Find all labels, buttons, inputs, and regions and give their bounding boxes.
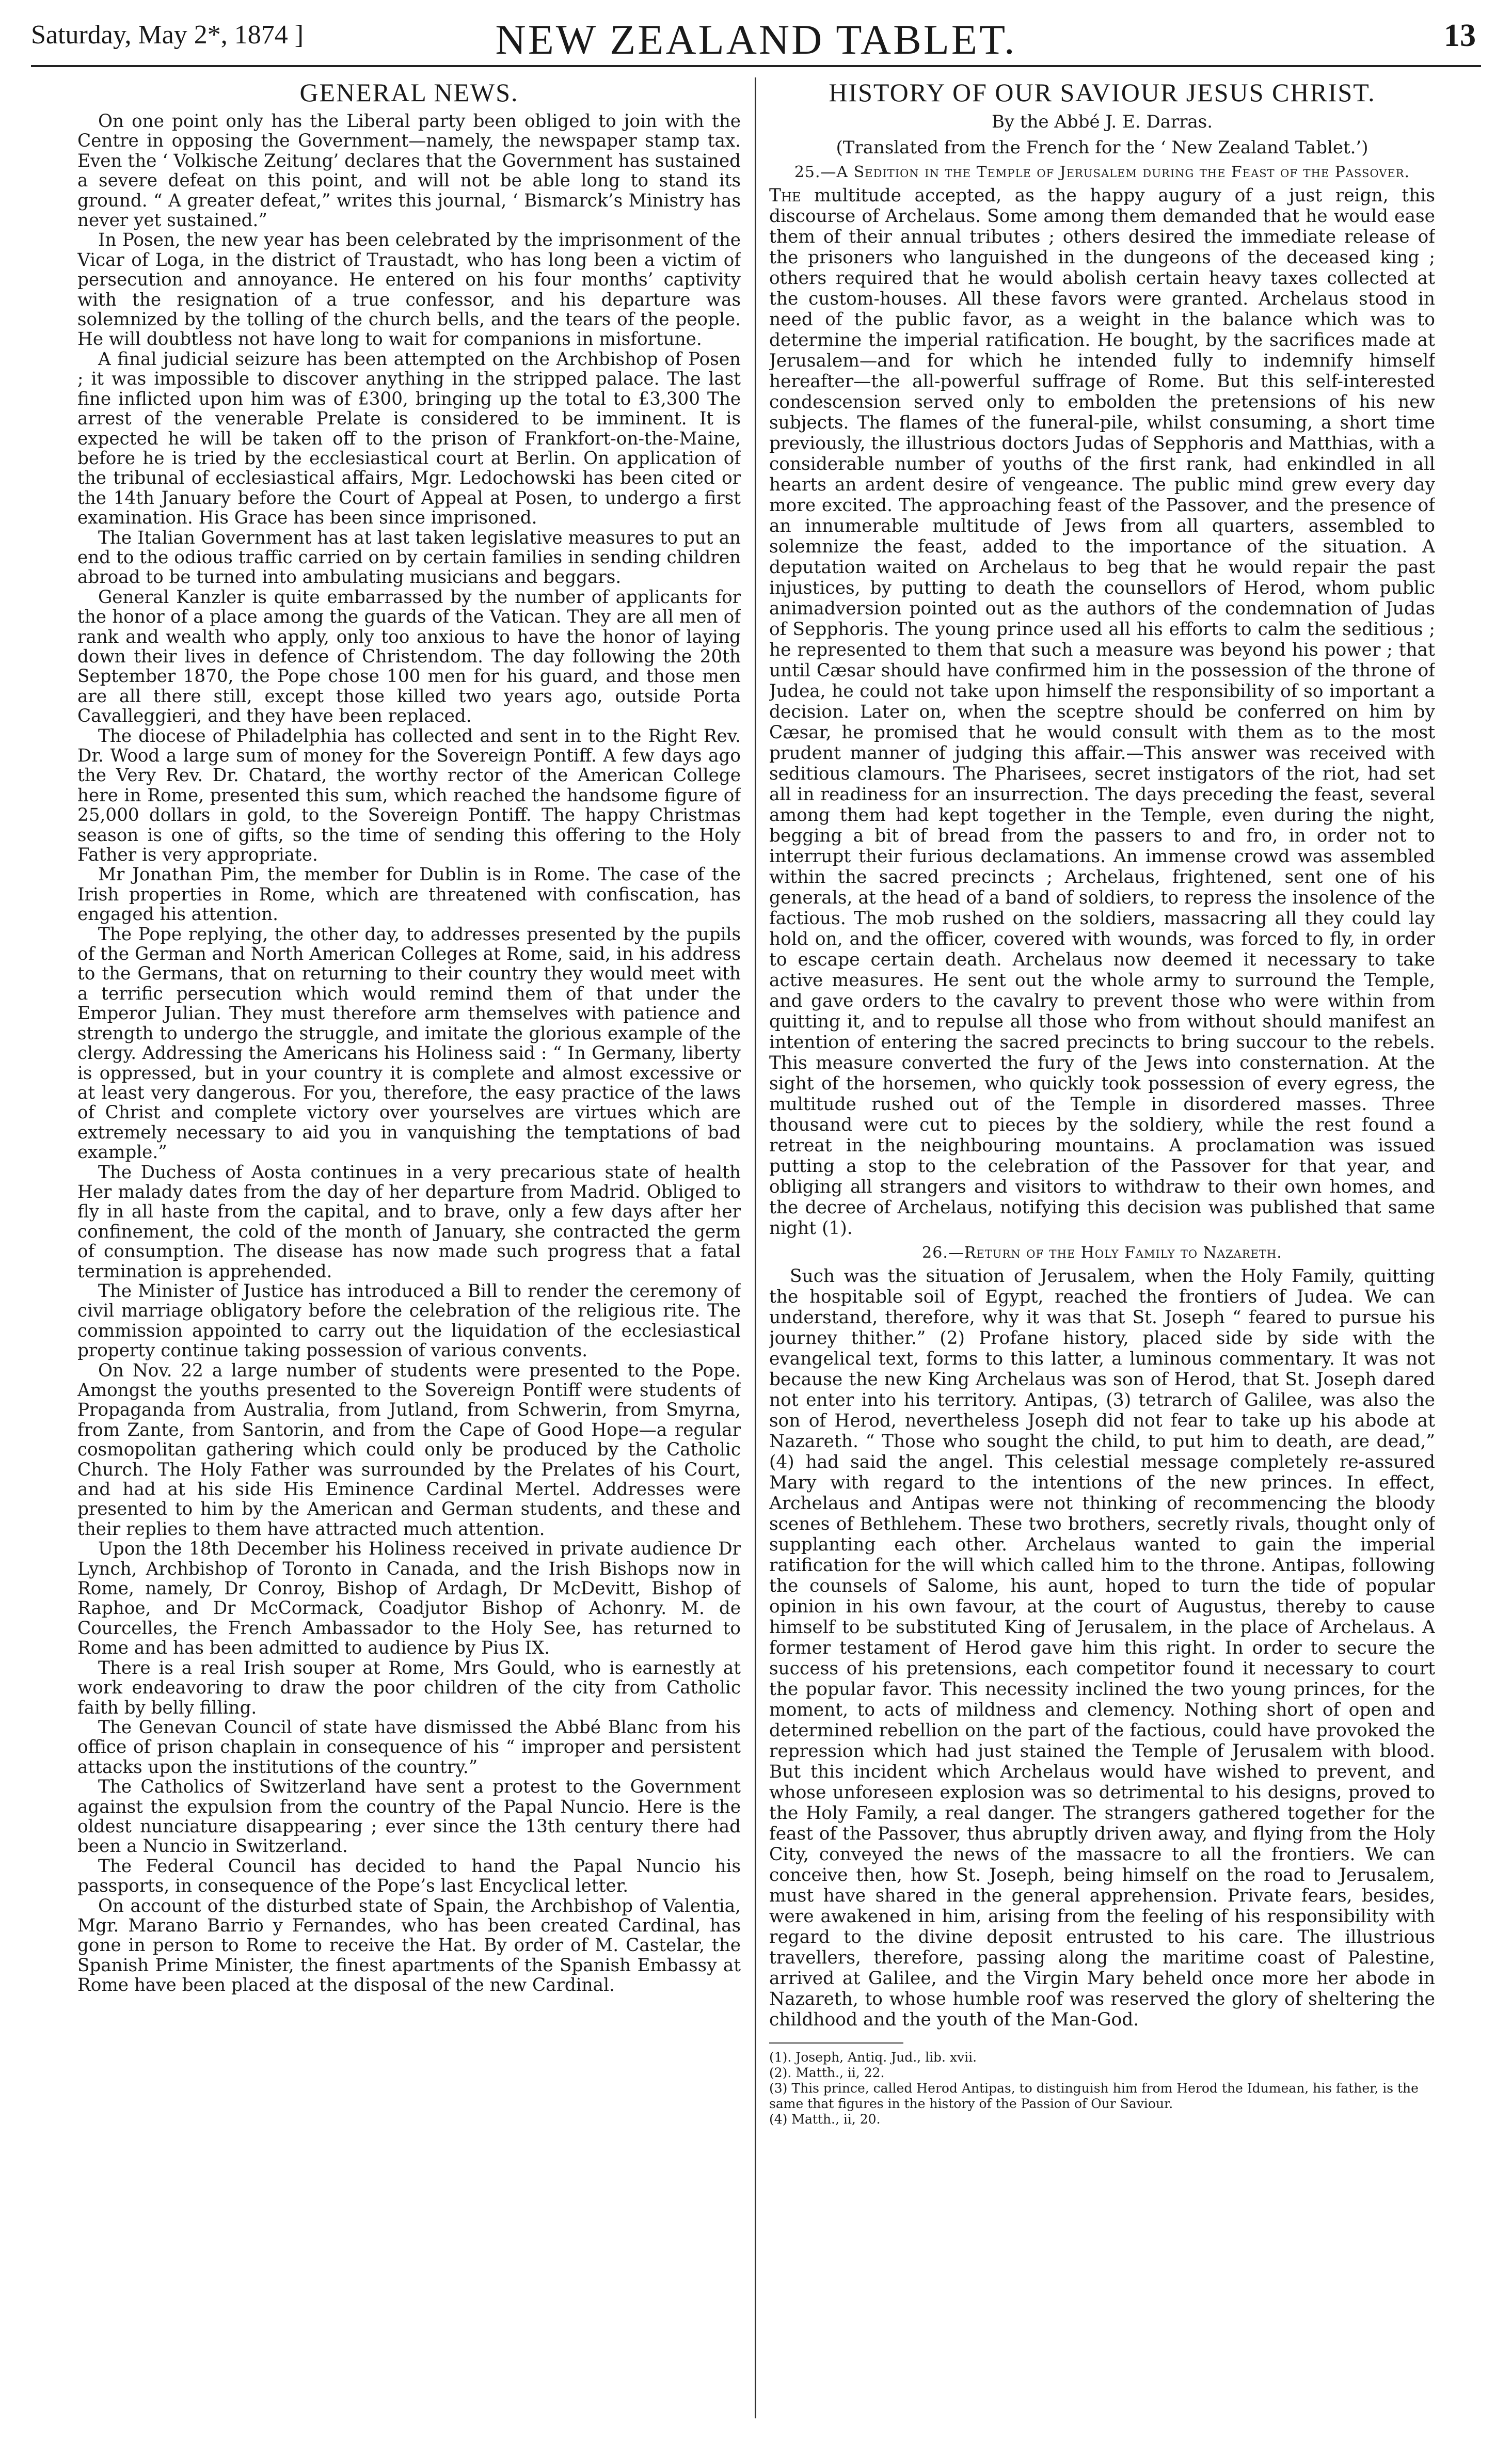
news-paragraph: On account of the disturbed state of Spain, the Archbishop of Valentia, Mgr. Marano Barrio y Fernandes, who has been created Cardinal, has gone in person to Rome to receive the Hat. By order of M. Castelar, the Spanish Prime Minister, the finest apartments of the Spanish Embassy at Rome have been placed at the disposal of the new Cardinal. — [77, 1895, 741, 1996]
page-number: 13 — [1444, 18, 1476, 53]
news-paragraph: In Posen, the new year has been celebrated by the imprisonment of the Vicar of Loga, in the district of Traustadt, who has long been a victim of persecution and annoyance. He entered on his four months’ captivity with the resignation of a true confessor, and his departure was solemnized by the tolling of the church bells, and the tears of the people. He will doubtless not have long to wait for companions in misfortune. — [77, 230, 741, 350]
left-column — [77, 77, 741, 2424]
news-paragraph: The Federal Council has decided to hand the Papal Nuncio his passports, in consequence of the Pope’s last Encyclical letter. — [77, 1856, 741, 1897]
footnote: (4) Matth., ii, 20. — [769, 2112, 881, 2127]
news-paragraph: The Pope replying, the other day, to addresses presented by the pupils of the German and North American Colleges at Rome, said, in his address to the Germans, that on returning to their country they would meet with a terrific persecution which would remind them of that under the Emperor Julian. They must therefore arm themselves with patience and strength to undergo the struggle, and imitate the glorious example of the clergy. Addressing the Americans his Holiness said : “ In Germany, liberty is oppressed, but in your country it is complete and almost excessive or at least very dangerous. For you, therefore, the easy practice of the laws of Christ and complete victory over yourselves are virtues which are extremely necessary to aid you in vanquishing the temptations of bad example.” — [77, 924, 741, 1163]
news-paragraph: The Catholics of Switzerland have sent a protest to the Government against the expulsion from the country of the Papal Nuncio. Here is the oldest nunciature disappearing ; ever since the 13th century there had been a Nuncio in Switzerland. — [77, 1777, 741, 1857]
news-paragraph: Upon the 18th December his Holiness received in private audience Dr Lynch, Archbishop of Toronto in Canada, and the Irish Bishops now in Rome, namely, Dr Conroy, Bishop of Ardagh, Dr McDevitt, Bishop of Raphoe, and Dr McCormack, Coadjutor Bishop of Achonry. M. de Courcelles, the French Ambassador to the Holy See, has returned to Rome and has been admitted to audience by Pius IX. — [77, 1539, 741, 1659]
general-news-body — [77, 112, 741, 1995]
footnote: (1). Joseph, Antiq. Jud., lib. xvii. — [769, 2050, 977, 2065]
footnote: (3) This prince, called Herod Antipas, to distinguish him from Herod the Idumean, his father, is the same that figures in the history of the Passion of Our Saviour. — [769, 2081, 1419, 2111]
footnote-rule — [769, 2042, 903, 2044]
section-25-paragraph — [769, 185, 1435, 1239]
translation-note: (Translated from the French for the ‘ New Zealand Tablet.’) — [836, 137, 1368, 158]
footnote: (2). Matth., ii, 22. — [769, 2065, 885, 2080]
newspaper-title: NEW ZEALAND TABLET. — [495, 16, 1017, 63]
news-paragraph: The Duchess of Aosta continues in a very precarious state of health Her malady dates from the day of her departure from Madrid. Obliged to fly in all haste from the capital, and to brave, only a few days after her confinement, the cold of the month of January, she contracted the germ of consumption. The disease has now made such progress that a fatal termination is apprehended. — [77, 1162, 741, 1282]
masthead — [31, 10, 1481, 67]
drop-word: The — [769, 185, 801, 206]
section-25-title: 25.—A Sedition in the Temple of Jerusalem during the Feast of the Passover. — [794, 163, 1410, 181]
history-heading: HISTORY OF OUR SAVIOUR JESUS CHRIST. — [829, 78, 1376, 107]
news-paragraph: The Italian Government has at last taken legislative measures to put an end to the odious traffic carried on by certain families in sending children abroad to be turned into ambulating musicians and beggars. — [77, 527, 741, 588]
history-body — [769, 185, 1435, 2030]
news-paragraph: On Nov. 22 a large number of students were presented to the Pope. Amongst the youths presented to the Sovereign Pontiff were students of Propaganda from Australia, from Jutland, from Schwerin, from Smyrna, from Zante, from Santorin, and from the Cape of Good Hope—a regular cosmopolitan gathering which could only be produced by the Catholic Church. The Holy Father was surrounded by the Prelates of his Court, and had at his side His Eminence Cardinal Mertel. Addresses were presented to him by the American and German students, and these and their replies to them have attracted much attention. — [77, 1360, 741, 1540]
footnotes — [769, 2050, 1435, 2127]
author-byline: By the Abbé J. E. Darras. — [991, 112, 1213, 132]
column-divider — [755, 77, 756, 2418]
section-25-text: multitude accepted, as the happy augury of a just reign, this discourse of Archelaus. Some among them demanded that he would ease them of their annual tributes ; others desired the immediate release of the prisoners who languished in the dungeons of the deceased king ; others required that he would abolish certain heavy taxes collected at the custom-houses. All these favors were granted. Archelaus stood in need of the public favor, as a weight in the balance which was to determine the imperial ratification. He bought, by the sacrifices made at Jerusalem—and for which he intended fully to indemnify himself hereafter—the all-powerful suffrage of Rome. But this self-interested condescension served only to embolden the pretensions of his new subjects. The flames of the funeral-pile, whilst consuming, a short time previously, the illustrious doctors Judas of Sepphoris and Matthias, with a considerable number of youths of the first rank, had enkindled in all hearts an ardent desire of vengeance. The public mind grew every day more excited. The approaching feast of the Passover, and the presence of an innumerable multitude of Jews from all quarters, assembled to solemnize the feast, added to the importance of the situation. A deputation waited on Archelaus to beg that he would repair the past injustices, by putting to death the counsellors of Herod, whom public animadversion pointed out as the authors of the condemnation of Judas of Sepphoris. The young prince used all his efforts to calm the seditious ; he represented to them that such a measure was beyond his power ; that until Cæsar should have confirmed him in the possession of the throne of Judea, he could not take upon himself the responsibility of so important a decision. Later on, when the sceptre should be conferred on him by Cæsar, he promised that he would consult with them as to the most prudent manner of judging this affair.—This answer was received with seditious clamours. The Pharisees, secret instigators of the riot, had set all in readiness for an insurrection. The days preceding the feast, several among them had kept together in the Temple, even during the night, begging a bit of bread from the passers to and fro, in order not to interrupt their furious declamations. An immense crowd was assembled within the sacred precincts ; Archelaus, frightened, sent one of his generals, at the head of a band of soldiers, to repress the insolence of the factious. The mob rushed on the soldiers, massacring all they could lay hold on, and the officer, covered with wounds, was forced to fly, in order to escape certain death. Archelaus now deemed it necessary to take active measures. He sent out the whole army to surround the Temple, and gave orders to the cavalry to prevent those who were within from quitting it, and to repulse all those who from without should manifest an intention of entering the sacred precincts to bring succour to the rebels. This measure converted the fury of the Jews into consternation. At the sight of the horsemen, who quickly took possession of every egress, the multitude rushed out of the Temple in disordered masses. Three thousand were cut to pieces by the soldiery, while the rest found a retreat in the neighbouring mountains. A proclamation was issued putting a stop to the celebration of the Passover for that year, and obliging all strangers and visitors to withdraw to their own homes, and the decree of Archelaus, notifying this decision was published that same night (1). — [769, 185, 1435, 1239]
news-paragraph: The Minister of Justice has introduced a Bill to render the ceremony of civil marriage obligatory before the celebration of the religious rite. The commission appointed to carry out the liquidation of the ecclesiastical property continue taking possession of various convents. — [77, 1280, 741, 1361]
news-paragraph: On one point only has the Liberal party been obliged to join with the Centre in opposing the Government—namely, the newspaper stamp tax. Even the ‘ Volkische Zeitung’ declares that the Government has sustained a severe defeat on this point, and will not be able long to stand its ground. “ A greater defeat,” writes this journal, ‘ Bismarck’s Ministry has never yet sustained.” — [77, 111, 741, 231]
news-paragraph: The Genevan Council of state have dismissed the Abbé Blanc from his office of prison chaplain in consequence of his “ improper and persistent attacks upon the institutions of the country.” — [77, 1717, 741, 1778]
news-paragraph: The diocese of Philadelphia has collected and sent in to the Right Rev. Dr. Wood a large sum of money for the Sovereign Pontiff. A few days ago the Very Rev. Dr. Chatard, the worthy rector of the American College here in Rome, presented this sum, which reached the handsome figure of 25,000 dollars in gold, to the Sovereign Pontiff. The happy Christmas season is one of gifts, so the time of sending this offering to the Holy Father is very appropriate. — [77, 725, 741, 866]
news-paragraph: A final judicial seizure has been attempted on the Archbishop of Posen ; it was impossible to discover anything in the stripped palace. The last fine inflicted upon him was of £300, bringing up the total to £3,300 The arrest of the venerable Prelate is considered to be imminent. It is expected he will be taken off to the prison of Frankfort-on-the-Maine, before he is tried by the ecclesiastical court at Berlin. On application of the tribunal of ecclesiastical affairs, Mgr. Ledochowski has been cited or the 14th January before the Court of Appeal at Posen, to undergo a first examination. His Grace has been since imprisoned. — [77, 349, 741, 529]
section-26-title: 26.—Return of the Holy Family to Nazareth. — [922, 1244, 1282, 1262]
news-paragraph: Mr Jonathan Pim, the member for Dublin is in Rome. The case of the Irish properties in Rome, which are threatened with confiscation, has engaged his attention. — [77, 864, 741, 925]
news-paragraph: There is a real Irish souper at Rome, Mrs Gould, who is earnestly at work endeavoring to draw the poor children of the city from Catholic faith by belly filling. — [77, 1657, 741, 1718]
news-paragraph: General Kanzler is quite embarrassed by the number of applicants for the honor of a place among the guards of the Vatican. They are all men of rank and wealth who apply, only too anxious to have the honor of laying down their lives in defence of Christendom. The day following the 20th September 1870, the Pope chose 100 men for his guard, and those men are all there still, except those killed two years ago, outside Porta Cavalleggieri, and they have been replaced. — [77, 587, 741, 727]
issue-date: Saturday, May 2*, 1874 ] — [31, 20, 304, 50]
right-column — [769, 77, 1435, 2424]
general-news-heading: GENERAL NEWS. — [299, 78, 519, 107]
section-26-paragraph: Such was the situation of Jerusalem, when the Holy Family, quitting the hospitable soil of Egypt, reached the frontiers of Judea. We can understand, therefore, why it was that St. Joseph “ feared to pursue his journey thither.” (2) Profane history, placed side by side with the evangelical text, forms to this latter, a luminous commentary. It was not because the new King Archelaus was son of Herod, that St. Joseph dared not enter into his territory. Antipas, (3) tetrarch of Galilee, was also the son of Herod, nevertheless Joseph did not fear to take up his abode at Nazareth. “ Those who sought the child, to put him to death, are dead,” (4) had said the angel. This celestial message completely re-assured Mary with regard to the intentions of the new princes. In effect, Archelaus and Antipas were not thinking of recommencing the bloody scenes of Bethlehem. These two brothers, secretly rivals, thought only of supplanting each other. Archelaus wanted to gain the imperial ratification for the will which called him to the throne. Antipas, following the counsels of Salome, his aunt, hoped to turn the tide of popular opinion in his own favour, at the court of Augustus, thereby to cause himself to be substituted King of Jerusalem, in the place of Archelaus. A former testament of Herod gave him this right. In order to secure the success of his pretensions, each competitor found it necessary to court the popular favor. This necessity inclined the two young princes, for the moment, to acts of mildness and clemency. Nothing short of open and determined rebellion on the part of the factious, could have provoked the repression which had just stained the Temple of Jerusalem with blood. But this incident which Archelaus would have wished to prevent, and whose unforeseen explosion was so detrimental to his designs, proved to the Holy Family, a real danger. The strangers gathered together for the feast of the Passover, thus abruptly driven away, and flying from the Holy City, conveyed the news of the massacre to all the frontiers. We can conceive then, how St. Joseph, being himself on the road to Jerusalem, must have shared in the general apprehension. Private fears, besides, were awakened in him, arising from the feeling of his responsibility with regard to the divine deposit entrusted to his care. The illustrious travellers, therefore, passing along the maritime coast of Palestine, arrived at Galilee, and the Virgin Mary beheld once more her abode in Nazareth, to whose humble roof was reserved the glory of sheltering the childhood and the youth of the Man-God. — [769, 1266, 1435, 2030]
masthead-rule — [31, 65, 1481, 67]
